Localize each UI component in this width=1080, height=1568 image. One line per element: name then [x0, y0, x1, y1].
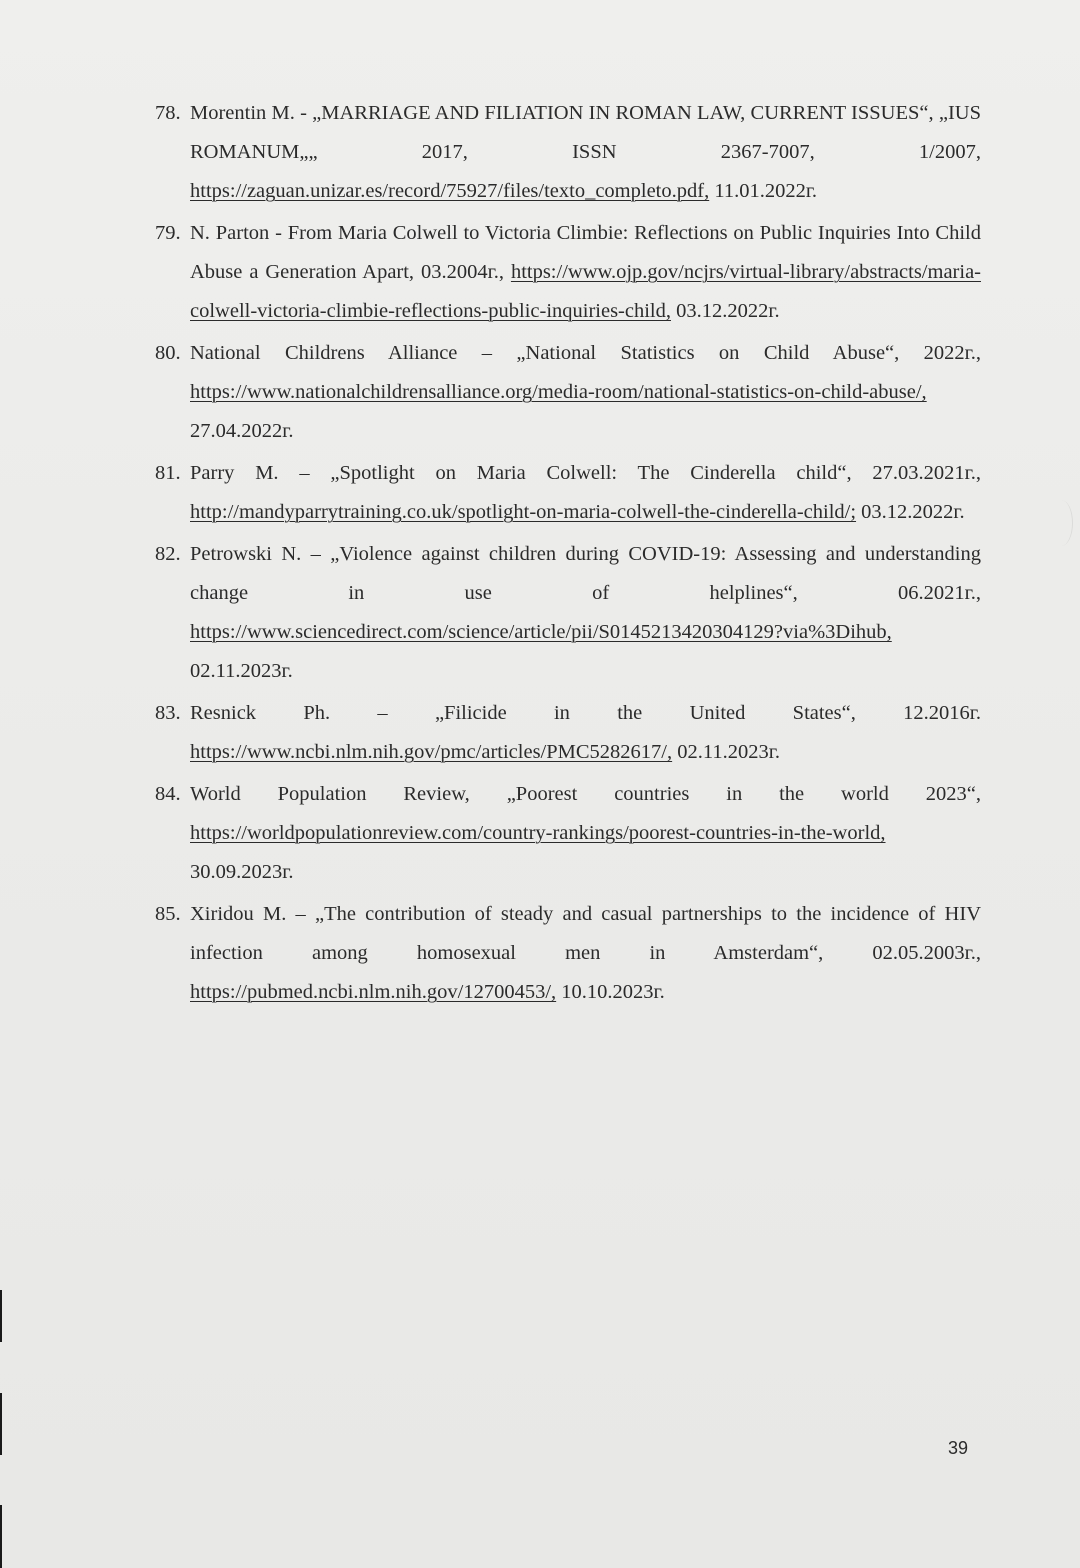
- reference-body: [190, 694, 981, 772]
- scan-artifact: [1050, 500, 1073, 546]
- reference-item: [0, 454, 1080, 532]
- reference-item: [0, 895, 1080, 1012]
- reference-body: [190, 535, 981, 691]
- reference-access-date: 27.04.2022г.: [190, 420, 294, 442]
- reference-link[interactable]: https://pubmed.ncbi.nlm.nih.gov/12700453/,: [190, 981, 557, 1003]
- reference-number: 84.: [155, 783, 181, 805]
- reference-number: 81.: [155, 462, 181, 484]
- reference-access-date: 02.11.2023г.: [672, 741, 780, 763]
- scan-edge-line: [0, 1505, 2, 1568]
- reference-text: Parry M. – „Spotlight on Maria Colwell: The Cinderella child“, 27.03.2021г.,: [190, 462, 981, 484]
- reference-access-date: 03.12.2022г.: [671, 300, 780, 322]
- reference-text: World Population Review, „Poorest countries in the world 2023“,: [190, 783, 981, 805]
- reference-link[interactable]: https://www.nationalchildrensalliance.org/media-room/national-statistics-on-child-abuse/,: [190, 381, 927, 403]
- reference-text: Morentin M. - „MARRIAGE AND FILIATION IN ROMAN LAW, CURRENT ISSUES“, „IUS ROMANUM„„ 2017, ISSN 2367-7007, 1/2007,: [190, 102, 981, 163]
- reference-link[interactable]: https://www.ncbi.nlm.nih.gov/pmc/articles/PMC5282617/,: [190, 741, 673, 763]
- reference-number: 85.: [155, 903, 181, 925]
- reference-number: 80.: [155, 342, 181, 364]
- reference-item: [0, 775, 1080, 892]
- reference-access-date: 11.01.2022г.: [709, 180, 818, 202]
- reference-body: [190, 94, 981, 211]
- reference-text: Resnick Ph. – „Filicide in the United States“, 12.2016г.: [190, 702, 981, 724]
- reference-number: 82.: [155, 543, 181, 565]
- reference-number: 79.: [155, 222, 181, 244]
- reference-item: [0, 214, 1080, 331]
- reference-item: [0, 334, 1080, 451]
- page-number: 39: [948, 1438, 969, 1458]
- reference-body: [190, 775, 981, 892]
- reference-access-date: 03.12.2022г.: [856, 501, 965, 523]
- reference-list: [0, 94, 1080, 1015]
- reference-body: [190, 895, 981, 1012]
- scan-edge-line: [0, 1290, 2, 1342]
- reference-number: 83.: [155, 702, 181, 724]
- reference-link[interactable]: http://mandyparrytraining.co.uk/spotlight-on-maria-colwell-the-cinderella-child/;: [190, 501, 857, 523]
- reference-text: N. Parton - From Maria Colwell to Victoria Climbie: Reflections on Public Inquiries Into Child Abuse a Generation Apart, 03.2004г.,: [190, 222, 981, 283]
- reference-body: [190, 214, 981, 331]
- reference-text: National Childrens Alliance – „National Statistics on Child Abuse“, 2022г.,: [190, 342, 981, 364]
- reference-link[interactable]: https://www.ojp.gov/ncjrs/virtual-library/abstracts/maria-colwell-victoria-climbie-reflections-public-inquiries-child,: [190, 261, 981, 322]
- reference-item: [0, 535, 1080, 691]
- reference-access-date: 10.10.2023г.: [556, 981, 665, 1003]
- reference-text: Petrowski N. – „Violence against children during COVID-19: Assessing and understanding change in use of helplines“, 06.2021г.,: [190, 543, 981, 604]
- reference-access-date: 02.11.2023г.: [190, 660, 293, 682]
- reference-body: [190, 454, 981, 532]
- reference-number: 78.: [155, 102, 181, 124]
- reference-access-date: 30.09.2023г.: [190, 861, 294, 883]
- scan-edge-line: [0, 1393, 2, 1455]
- reference-item: [0, 694, 1080, 772]
- reference-text: Xiridou M. – „The contribution of steady and casual partnerships to the incidence of HIV infection among homosexual men in Amsterdam“, 02.05.2003г.,: [190, 903, 981, 964]
- reference-item: [0, 94, 1080, 211]
- reference-link[interactable]: https://zaguan.unizar.es/record/75927/files/texto_completo.pdf,: [190, 180, 710, 202]
- reference-link[interactable]: https://worldpopulationreview.com/country-rankings/poorest-countries-in-the-world,: [190, 822, 886, 844]
- reference-body: [190, 334, 981, 451]
- reference-link[interactable]: https://www.sciencedirect.com/science/article/pii/S0145213420304129?via%3Dihub,: [190, 621, 892, 643]
